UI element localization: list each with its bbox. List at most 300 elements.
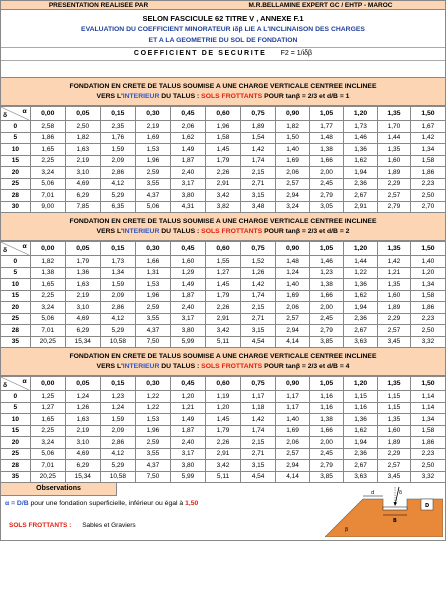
value-cell: 5,06 <box>135 201 170 213</box>
value-cell: 7,50 <box>135 471 170 483</box>
value-cell: 1,58 <box>410 155 445 167</box>
value-cell: 1,15 <box>378 402 411 414</box>
delta-cell: 25 <box>1 313 31 325</box>
coefficient-table <box>0 376 446 483</box>
table-section <box>0 78 446 213</box>
soils-note <box>9 522 136 529</box>
value-cell: 7,01 <box>30 460 65 472</box>
column-header: 0,90 <box>276 107 310 121</box>
value-cell: 1,22 <box>135 391 170 403</box>
value-cell: 2,57 <box>378 325 411 337</box>
value-cell: 5,11 <box>205 471 240 483</box>
table-row <box>1 336 446 348</box>
value-cell: 2,19 <box>65 155 100 167</box>
value-cell: 1,16 <box>310 402 344 414</box>
observations-panel <box>0 483 446 541</box>
column-header: 1,50 <box>410 242 445 256</box>
column-header: 0,45 <box>170 107 205 121</box>
value-cell: 1,34 <box>100 267 135 279</box>
table-row <box>1 121 446 133</box>
value-cell: 1,22 <box>135 402 170 414</box>
column-header: 0,60 <box>205 242 240 256</box>
header-subtitle-2: ET A LA GEOMETRIE DU SOL DE FONDATION <box>148 37 298 44</box>
value-cell: 2,09 <box>100 425 135 437</box>
value-cell: 1,25 <box>30 391 65 403</box>
section-subtitle <box>1 361 445 372</box>
value-cell: 1,87 <box>170 155 205 167</box>
column-header: 0,15 <box>100 242 135 256</box>
value-cell: 4,14 <box>276 336 310 348</box>
value-cell: 1,40 <box>276 414 310 426</box>
value-cell: 1,54 <box>241 132 276 144</box>
column-header: 1,20 <box>344 242 378 256</box>
value-cell: 1,40 <box>276 279 310 291</box>
value-cell: 1,77 <box>310 121 344 133</box>
value-cell: 4,14 <box>276 471 310 483</box>
value-cell: 15,34 <box>65 336 100 348</box>
delta-cell: 28 <box>1 190 31 202</box>
table-section <box>0 213 446 348</box>
value-cell: 2,50 <box>410 460 445 472</box>
header-reference: SELON FASCICULE 62 TITRE V , ANNEXE F.1 <box>142 14 304 23</box>
value-cell: 1,20 <box>170 391 205 403</box>
value-cell: 1,20 <box>205 402 240 414</box>
safety-factor-line <box>1 47 445 61</box>
value-cell: 1,96 <box>135 290 170 302</box>
value-cell: 1,36 <box>344 144 378 156</box>
value-cell: 2,19 <box>135 121 170 133</box>
value-cell: 1,58 <box>205 132 240 144</box>
table-row <box>1 460 446 472</box>
value-cell: 2,91 <box>205 313 240 325</box>
section-title <box>0 348 446 376</box>
value-cell: 3,48 <box>241 201 276 213</box>
value-cell: 1,38 <box>30 267 65 279</box>
sub-mid: DU TALUS : <box>159 93 202 100</box>
value-cell: 2,45 <box>310 313 344 325</box>
value-cell: 7,01 <box>30 325 65 337</box>
value-cell: 10,58 <box>100 336 135 348</box>
value-cell: 2,59 <box>135 302 170 314</box>
value-cell: 3,55 <box>135 178 170 190</box>
sub-soil: SOLS FROTTANTS <box>201 228 263 235</box>
value-cell: 5,99 <box>170 336 205 348</box>
sub-soil: SOLS FROTTANTS <box>201 93 263 100</box>
value-cell: 1,59 <box>100 414 135 426</box>
value-cell: 3,63 <box>344 471 378 483</box>
value-cell: 1,24 <box>276 267 310 279</box>
value-cell: 1,26 <box>241 267 276 279</box>
value-cell: 1,63 <box>65 279 100 291</box>
value-cell: 2,57 <box>276 448 310 460</box>
value-cell: 2,86 <box>100 167 135 179</box>
alpha-max: 1,50 <box>185 500 199 507</box>
value-cell: 3,42 <box>205 190 240 202</box>
value-cell: 6,29 <box>65 325 100 337</box>
table-row <box>1 391 446 403</box>
value-cell: 2,35 <box>100 121 135 133</box>
corner-cell <box>1 107 31 121</box>
value-cell: 1,14 <box>410 391 445 403</box>
value-cell: 1,44 <box>344 256 378 268</box>
value-cell: 1,22 <box>344 267 378 279</box>
value-cell: 1,59 <box>100 279 135 291</box>
corner-delta: δ <box>3 382 8 389</box>
column-header: 1,20 <box>344 107 378 121</box>
value-cell: 1,42 <box>378 256 411 268</box>
column-header: 0,30 <box>135 377 170 391</box>
value-cell: 1,89 <box>378 437 411 449</box>
value-cell: 3,80 <box>170 460 205 472</box>
value-cell: 1,34 <box>410 279 445 291</box>
sub-direction: INTERIEUR <box>122 228 160 235</box>
value-cell: 1,58 <box>410 425 445 437</box>
value-cell: 1,23 <box>310 267 344 279</box>
value-cell: 4,12 <box>100 448 135 460</box>
value-cell: 2,23 <box>410 178 445 190</box>
column-header: 0,15 <box>100 107 135 121</box>
value-cell: 5,06 <box>30 178 65 190</box>
value-cell: 3,17 <box>170 313 205 325</box>
column-header: 0,00 <box>30 242 65 256</box>
value-cell: 3,45 <box>378 336 411 348</box>
value-cell: 1,48 <box>276 256 310 268</box>
value-cell: 1,42 <box>241 279 276 291</box>
value-cell: 4,69 <box>65 448 100 460</box>
value-cell: 4,37 <box>135 460 170 472</box>
value-cell: 1,66 <box>135 256 170 268</box>
value-cell: 1,17 <box>276 402 310 414</box>
value-cell: 1,96 <box>135 425 170 437</box>
value-cell: 2,29 <box>378 313 411 325</box>
value-cell: 1,36 <box>344 414 378 426</box>
section-title <box>0 213 446 241</box>
value-cell: 4,12 <box>100 313 135 325</box>
value-cell: 2,59 <box>135 167 170 179</box>
value-cell: 1,69 <box>135 132 170 144</box>
value-cell: 1,45 <box>205 279 240 291</box>
value-cell: 2,06 <box>276 437 310 449</box>
value-cell: 1,59 <box>100 144 135 156</box>
value-cell: 1,73 <box>100 256 135 268</box>
value-cell: 4,54 <box>241 471 276 483</box>
value-cell: 1,60 <box>170 256 205 268</box>
safety-factor-formula: F2 = 1/iδβ <box>280 50 313 57</box>
value-cell: 3,42 <box>205 460 240 472</box>
sub-pre: VERS L' <box>96 93 123 100</box>
value-cell: 2,29 <box>378 448 411 460</box>
value-cell: 2,67 <box>344 325 378 337</box>
value-cell: 1,53 <box>135 414 170 426</box>
value-cell: 2,79 <box>310 325 344 337</box>
value-cell: 1,45 <box>205 414 240 426</box>
delta-cell: 10 <box>1 279 31 291</box>
section-title <box>0 78 446 106</box>
column-header: 0,05 <box>65 242 100 256</box>
load-arrow-head <box>394 502 398 506</box>
value-cell: 1,36 <box>344 279 378 291</box>
table-row <box>1 190 446 202</box>
value-cell: 2,00 <box>310 437 344 449</box>
value-cell: 1,14 <box>410 402 445 414</box>
delta-cell: 30 <box>1 201 31 213</box>
table-row <box>1 290 446 302</box>
value-cell: 2,94 <box>276 190 310 202</box>
table-section <box>0 348 446 483</box>
diagram-beta: β <box>345 527 349 533</box>
value-cell: 2,26 <box>205 302 240 314</box>
column-header: 1,20 <box>344 377 378 391</box>
value-cell: 1,58 <box>410 290 445 302</box>
value-cell: 1,62 <box>170 132 205 144</box>
value-cell: 1,17 <box>276 391 310 403</box>
value-cell: 1,50 <box>276 132 310 144</box>
section-title-line: FONDATION EN CRETE DE TALUS SOUMISE A UNE CHARGE VERTICALE CENTREE INCLINEE <box>69 83 377 90</box>
value-cell: 1,94 <box>344 302 378 314</box>
value-cell: 1,60 <box>378 155 411 167</box>
delta-cell: 28 <box>1 325 31 337</box>
table-row <box>1 425 446 437</box>
tables-container <box>0 78 446 483</box>
corner-delta: δ <box>3 112 8 119</box>
value-cell: 3,32 <box>410 336 445 348</box>
value-cell: 2,94 <box>276 325 310 337</box>
value-cell: 2,25 <box>30 290 65 302</box>
value-cell: 1,89 <box>378 302 411 314</box>
value-cell: 7,01 <box>30 190 65 202</box>
value-cell: 3,05 <box>310 201 344 213</box>
value-cell: 4,12 <box>100 178 135 190</box>
value-cell: 1,60 <box>378 290 411 302</box>
value-cell: 2,15 <box>241 302 276 314</box>
value-cell: 2,67 <box>344 460 378 472</box>
soils-label: SOLS FROTTANTS : <box>9 522 72 529</box>
table-row <box>1 144 446 156</box>
value-cell: 2,09 <box>100 155 135 167</box>
table-header-row <box>1 107 446 121</box>
corner-cell <box>1 242 31 256</box>
value-cell: 1,24 <box>100 402 135 414</box>
column-header: 1,50 <box>410 377 445 391</box>
value-cell: 4,37 <box>135 190 170 202</box>
table-row <box>1 267 446 279</box>
value-cell: 3,80 <box>170 325 205 337</box>
value-cell: 1,15 <box>344 391 378 403</box>
value-cell: 1,40 <box>276 144 310 156</box>
value-cell: 2,57 <box>378 190 411 202</box>
value-cell: 2,50 <box>410 325 445 337</box>
table-row <box>1 178 446 190</box>
value-cell: 1,16 <box>344 402 378 414</box>
value-cell: 5,11 <box>205 336 240 348</box>
value-cell: 2,06 <box>276 302 310 314</box>
value-cell: 6,35 <box>100 201 135 213</box>
value-cell: 1,36 <box>65 267 100 279</box>
alpha-formula: α = D/B <box>5 500 29 507</box>
sub-soil: SOLS FROTTANTS <box>201 363 263 370</box>
value-cell: 1,62 <box>344 290 378 302</box>
value-cell: 2,00 <box>310 302 344 314</box>
value-cell: 1,86 <box>30 132 65 144</box>
alpha-text: pour une fondation superficielle, inférieur ou égal à <box>28 500 186 507</box>
value-cell: 1,48 <box>310 132 344 144</box>
value-cell: 1,21 <box>170 402 205 414</box>
value-cell: 1,53 <box>135 279 170 291</box>
column-header: 1,50 <box>410 107 445 121</box>
footing <box>383 507 407 510</box>
coefficient-table <box>0 241 446 348</box>
alpha-definition <box>5 500 198 507</box>
value-cell: 20,25 <box>30 336 65 348</box>
value-cell: 1,94 <box>344 437 378 449</box>
delta-cell: 10 <box>1 414 31 426</box>
value-cell: 2,71 <box>241 448 276 460</box>
value-cell: 2,45 <box>310 178 344 190</box>
value-cell: 3,15 <box>241 325 276 337</box>
value-cell: 1,38 <box>310 279 344 291</box>
section-title-line: FONDATION EN CRETE DE TALUS SOUMISE A UNE CHARGE VERTICALE CENTREE INCLINEE <box>69 353 377 360</box>
column-header: 0,15 <box>100 377 135 391</box>
value-cell: 1,87 <box>170 290 205 302</box>
value-cell: 5,06 <box>30 448 65 460</box>
delta-cell: 0 <box>1 121 31 133</box>
sub-mid: DU TALUS : <box>159 363 202 370</box>
delta-cell: 35 <box>1 471 31 483</box>
value-cell: 1,79 <box>65 256 100 268</box>
value-cell: 3,17 <box>170 178 205 190</box>
value-cell: 3,80 <box>170 190 205 202</box>
table-header-row <box>1 377 446 391</box>
top-banner <box>0 0 446 10</box>
column-header: 0,90 <box>276 242 310 256</box>
value-cell: 2,94 <box>276 460 310 472</box>
value-cell: 1,96 <box>205 121 240 133</box>
diagram-B: B <box>393 518 397 524</box>
column-header: 0,00 <box>30 377 65 391</box>
column-header: 0,90 <box>276 377 310 391</box>
sub-pre: VERS L' <box>96 228 123 235</box>
value-cell: 2,71 <box>241 313 276 325</box>
value-cell: 3,32 <box>410 471 445 483</box>
section-title-line: FONDATION EN CRETE DE TALUS SOUMISE A UNE CHARGE VERTICALE CENTREE INCLINEE <box>69 218 377 225</box>
value-cell: 4,69 <box>65 313 100 325</box>
delta-cell: 20 <box>1 302 31 314</box>
value-cell: 2,26 <box>205 437 240 449</box>
diagram-d: d <box>371 490 375 496</box>
value-cell: 3,15 <box>241 190 276 202</box>
value-cell: 2,50 <box>410 190 445 202</box>
value-cell: 1,86 <box>410 302 445 314</box>
column-header: 0,45 <box>170 242 205 256</box>
value-cell: 1,65 <box>30 414 65 426</box>
value-cell: 4,69 <box>65 178 100 190</box>
value-cell: 6,29 <box>65 190 100 202</box>
value-cell: 1,65 <box>30 279 65 291</box>
value-cell: 3,82 <box>205 201 240 213</box>
coefficient-table <box>0 106 446 213</box>
value-cell: 2,57 <box>378 460 411 472</box>
table-row <box>1 302 446 314</box>
value-cell: 2,15 <box>241 167 276 179</box>
value-cell: 3,24 <box>30 437 65 449</box>
value-cell: 1,46 <box>344 132 378 144</box>
value-cell: 1,63 <box>65 414 100 426</box>
value-cell: 1,76 <box>100 132 135 144</box>
value-cell: 1,82 <box>276 121 310 133</box>
sub-post: POUR tanβ = 2/3 et d/B = 2 <box>262 228 350 235</box>
value-cell: 1,42 <box>241 144 276 156</box>
corner-alpha: α <box>22 108 27 115</box>
value-cell: 1,69 <box>276 290 310 302</box>
value-cell: 1,27 <box>205 267 240 279</box>
value-cell: 3,85 <box>310 336 344 348</box>
delta-cell: 28 <box>1 460 31 472</box>
value-cell: 5,06 <box>30 313 65 325</box>
value-cell: 2,57 <box>276 313 310 325</box>
value-cell: 2,06 <box>170 121 205 133</box>
column-header: 1,05 <box>310 107 344 121</box>
column-header: 0,75 <box>241 242 276 256</box>
value-cell: 1,66 <box>310 290 344 302</box>
sub-pre: VERS L' <box>96 363 123 370</box>
value-cell: 3,42 <box>205 325 240 337</box>
corner-alpha: α <box>22 378 27 385</box>
value-cell: 7,85 <box>65 201 100 213</box>
value-cell: 2,79 <box>378 201 411 213</box>
value-cell: 1,46 <box>310 256 344 268</box>
value-cell: 1,38 <box>310 144 344 156</box>
observations-title: Observations <box>1 483 117 496</box>
value-cell: 1,49 <box>170 144 205 156</box>
sub-mid: DU TALUS : <box>159 228 202 235</box>
delta-cell: 15 <box>1 290 31 302</box>
table-row <box>1 471 446 483</box>
delta-cell: 25 <box>1 178 31 190</box>
column-header: 0,60 <box>205 107 240 121</box>
column-header: 0,05 <box>65 107 100 121</box>
value-cell: 2,40 <box>170 302 205 314</box>
column-header: 0,30 <box>135 107 170 121</box>
value-cell: 10,58 <box>100 471 135 483</box>
value-cell: 1,69 <box>276 155 310 167</box>
value-cell: 5,29 <box>100 460 135 472</box>
column-header: 1,05 <box>310 377 344 391</box>
value-cell: 1,86 <box>410 167 445 179</box>
value-cell: 2,23 <box>410 313 445 325</box>
value-cell: 2,86 <box>100 437 135 449</box>
value-cell: 1,53 <box>135 144 170 156</box>
table-row <box>1 313 446 325</box>
value-cell: 1,89 <box>378 167 411 179</box>
value-cell: 1,16 <box>310 391 344 403</box>
value-cell: 2,09 <box>100 290 135 302</box>
header-subtitle-1: EVALUATION DU COEFFICIENT MINORATEUR iδβ LIE A L'INCLINAISON DES CHARGES <box>81 26 365 33</box>
delta-cell: 0 <box>1 391 31 403</box>
value-cell: 3,10 <box>65 167 100 179</box>
value-cell: 3,63 <box>344 336 378 348</box>
author-label: PRESENTATION REALISEE PAR <box>48 2 149 9</box>
table-row <box>1 132 446 144</box>
value-cell: 2,23 <box>410 448 445 460</box>
delta-cell: 5 <box>1 132 31 144</box>
delta-cell: 20 <box>1 167 31 179</box>
delta-cell: 5 <box>1 402 31 414</box>
value-cell: 9,00 <box>30 201 65 213</box>
value-cell: 1,26 <box>65 402 100 414</box>
table-row <box>1 201 446 213</box>
column-header: 1,35 <box>378 242 411 256</box>
value-cell: 4,31 <box>170 201 205 213</box>
